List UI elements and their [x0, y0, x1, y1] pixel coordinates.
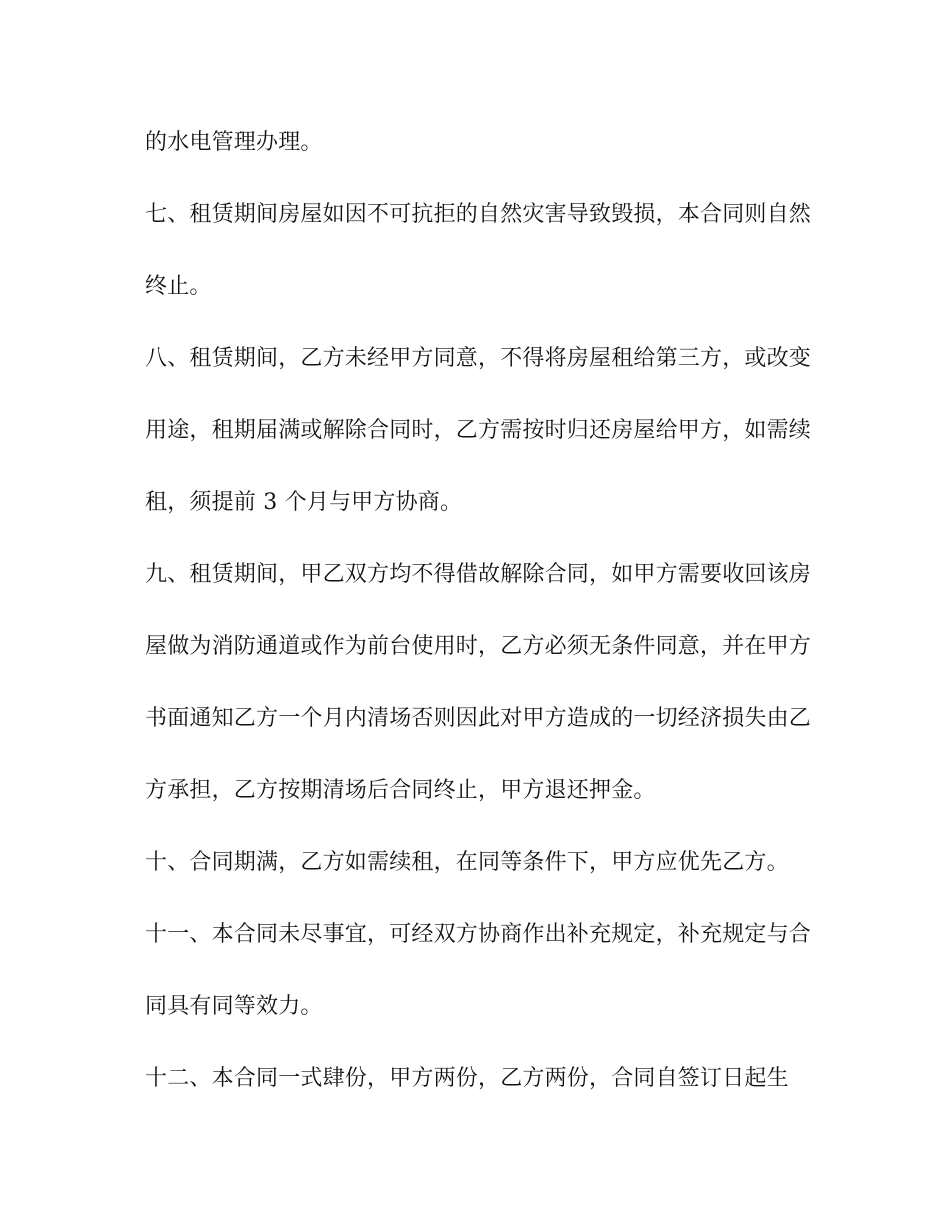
- text-line: 九、租赁期间，甲乙双方均不得借故解除合同，如甲方需要收回该房: [145, 562, 812, 587]
- text-line: 租，须提前 3 个月与甲方协商。: [145, 490, 463, 515]
- text-line: 的水电管理办理。: [145, 130, 323, 155]
- text-line: 方承担，乙方按期清场后合同终止，甲方退还押金。: [145, 778, 656, 803]
- text-line: 书面通知乙方一个月内清场否则因此对甲方造成的一切经济损失由乙: [145, 706, 812, 731]
- text-line: 七、租赁期间房屋如因不可抗拒的自然灾害导致毁损，本合同则自然: [145, 202, 812, 227]
- text-line: 十二、本合同一式肆份，甲方两份，乙方两份，合同自签订日起生: [145, 1066, 789, 1091]
- text-line: 用途，租期届满或解除合同时，乙方需按时归还房屋给甲方，如需续: [145, 418, 812, 443]
- text-line: 八、租赁期间，乙方未经甲方同意，不得将房屋租给第三方，或改变: [145, 346, 812, 371]
- text-line: 同具有同等效力。: [145, 994, 323, 1019]
- text-line: 十一、本合同未尽事宜，可经双方协商作出补充规定，补充规定与合: [145, 922, 812, 947]
- text-line: 屋做为消防通道或作为前台使用时，乙方必须无条件同意，并在甲方: [145, 634, 812, 659]
- text-line: 十、合同期满，乙方如需续租，在同等条件下，甲方应优先乙方。: [145, 850, 789, 875]
- text-line: 终止。: [145, 274, 212, 299]
